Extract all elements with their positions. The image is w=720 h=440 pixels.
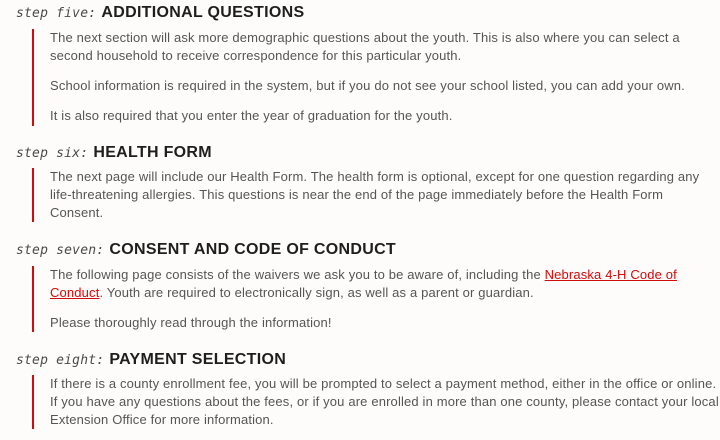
paragraph: Please thoroughly read through the information! [50, 315, 332, 330]
step-title: CONSENT AND CODE OF CONDUCT [109, 241, 397, 258]
paragraph-text: . Youth are required to electronically sign, as well as a parent or guardian. [99, 285, 534, 300]
paragraph-text: The following page consists of the waivers we ask you to be aware of, including the [50, 267, 545, 282]
step-six-body [32, 168, 720, 222]
step-eight-body [32, 375, 720, 429]
step-label: step seven: [16, 243, 105, 258]
step-five-heading [16, 2, 304, 24]
step-title: HEALTH FORM [93, 144, 212, 161]
paragraph [50, 266, 720, 302]
step-title: ADDITIONAL QUESTIONS [101, 4, 305, 21]
code-of-conduct-link[interactable]: Nebraska 4-H Code of Conduct [50, 267, 677, 300]
paragraph: If there is a county enrollment fee, you will be prompted to select a payment method, either in the office or online. If you have any questions about the fees, or if you are enrolled in more than one county, please contact your local Extension Office for more information. [50, 376, 719, 427]
step-label: step six: [16, 146, 89, 161]
paragraph: The next page will include our Health Form. The health form is optional, except for one question regarding any life-threatening allergies. This questions is near the end of the page immediately before the Health Form Consent. [50, 169, 700, 220]
paragraph: School information is required in the system, but if you do not see your school listed, you can add your own. [50, 78, 685, 93]
step-eight-heading [16, 349, 286, 371]
step-seven-body [32, 266, 720, 332]
step-six-heading [16, 142, 212, 164]
step-label: step five: [16, 6, 97, 21]
step-five-body [32, 29, 720, 126]
step-label: step eight: [16, 353, 105, 368]
step-seven-heading [16, 239, 396, 261]
paragraph: It is also required that you enter the year of graduation for the youth. [50, 108, 453, 123]
paragraph: The next section will ask more demographic questions about the youth. This is also where you can select a second household to receive correspondence for this particular youth. [50, 30, 680, 63]
step-title: PAYMENT SELECTION [109, 351, 287, 368]
